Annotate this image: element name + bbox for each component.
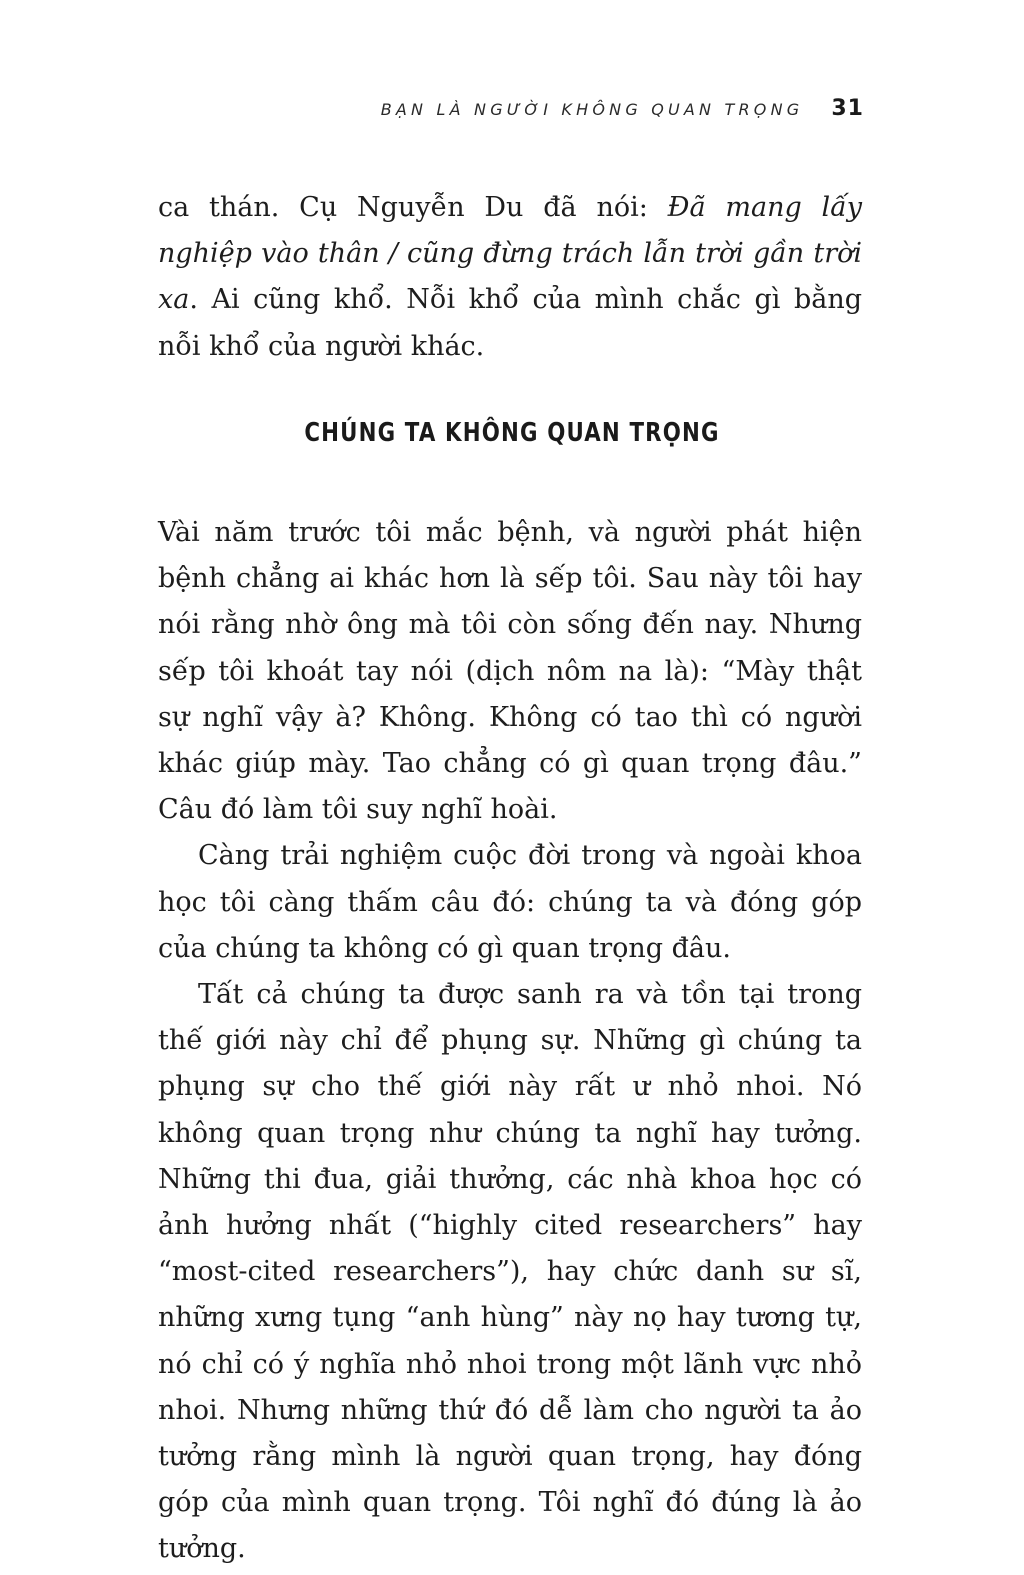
intro-text — [158, 185, 862, 370]
body-paragraph-1: Vài năm trước tôi mắc bệnh, và người phát hiện bệnh chẳng ai khác hơn là sếp tôi. Sau này tôi hay nói rằng nhờ ông mà tôi còn sống đến nay. Nhưng sếp tôi khoát tay nói (dịch nôm na là): “Mày thật sự nghĩ vậy à? Không. Không có tao thì có người khác giúp mày. Tao chẳng có gì quan trọng đâu.” Câu đó làm tôi suy nghĩ hoài. — [158, 517, 862, 826]
intro-paragraph — [158, 185, 862, 370]
intro-lead: ca thán. Cụ Nguyễn Du đã nói: — [158, 192, 668, 223]
page-number: 31 — [831, 96, 864, 121]
intro-quote: Đã mang lấy nghiệp vào thân / cũng đừng trách lẫn trời gần trời xa — [158, 192, 862, 316]
body-paragraph-3: Tất cả chúng ta được sanh ra và tồn tại trong thế giới này chỉ để phụng sự. Những gì chúng ta phụng sự cho thế giới này rất ư nhỏ nhoi. Nó không quan trọng như chúng ta nghĩ hay tưởng. Những thi đua, giải thưởng, các nhà khoa học có ảnh hưởng nhất (“highly cited researchers” hay “most-cited researchers”), hay chức danh sư sĩ, những xưng tụng “anh hùng” này nọ hay tương tự, nó chỉ có ý nghĩa nhỏ nhoi trong một lãnh vực nhỏ nhoi. Nhưng những thứ đó dễ làm cho người ta ảo tưởng rằng mình là người quan trọng, hay đóng góp của mình quan trọng. Tôi nghĩ đó đúng là ảo tưởng. — [158, 979, 862, 1565]
section-heading: CHÚNG TA KHÔNG QUAN TRỌNG — [304, 418, 720, 448]
body-paragraph-2: Càng trải nghiệm cuộc đời trong và ngoài khoa học tôi càng thấm câu đó: chúng ta và đóng góp của chúng ta không có gì quan trọng đâu. — [158, 840, 862, 964]
running-header — [381, 96, 864, 121]
intro-tail: . Ai cũng khổ. Nỗi khổ của mình chắc gì bằng nỗi khổ của người khác. — [158, 284, 862, 362]
running-title: BẠN LÀ NGƯỜI KHÔNG QUAN TRỌNG — [380, 100, 804, 119]
section-body — [158, 510, 862, 1573]
